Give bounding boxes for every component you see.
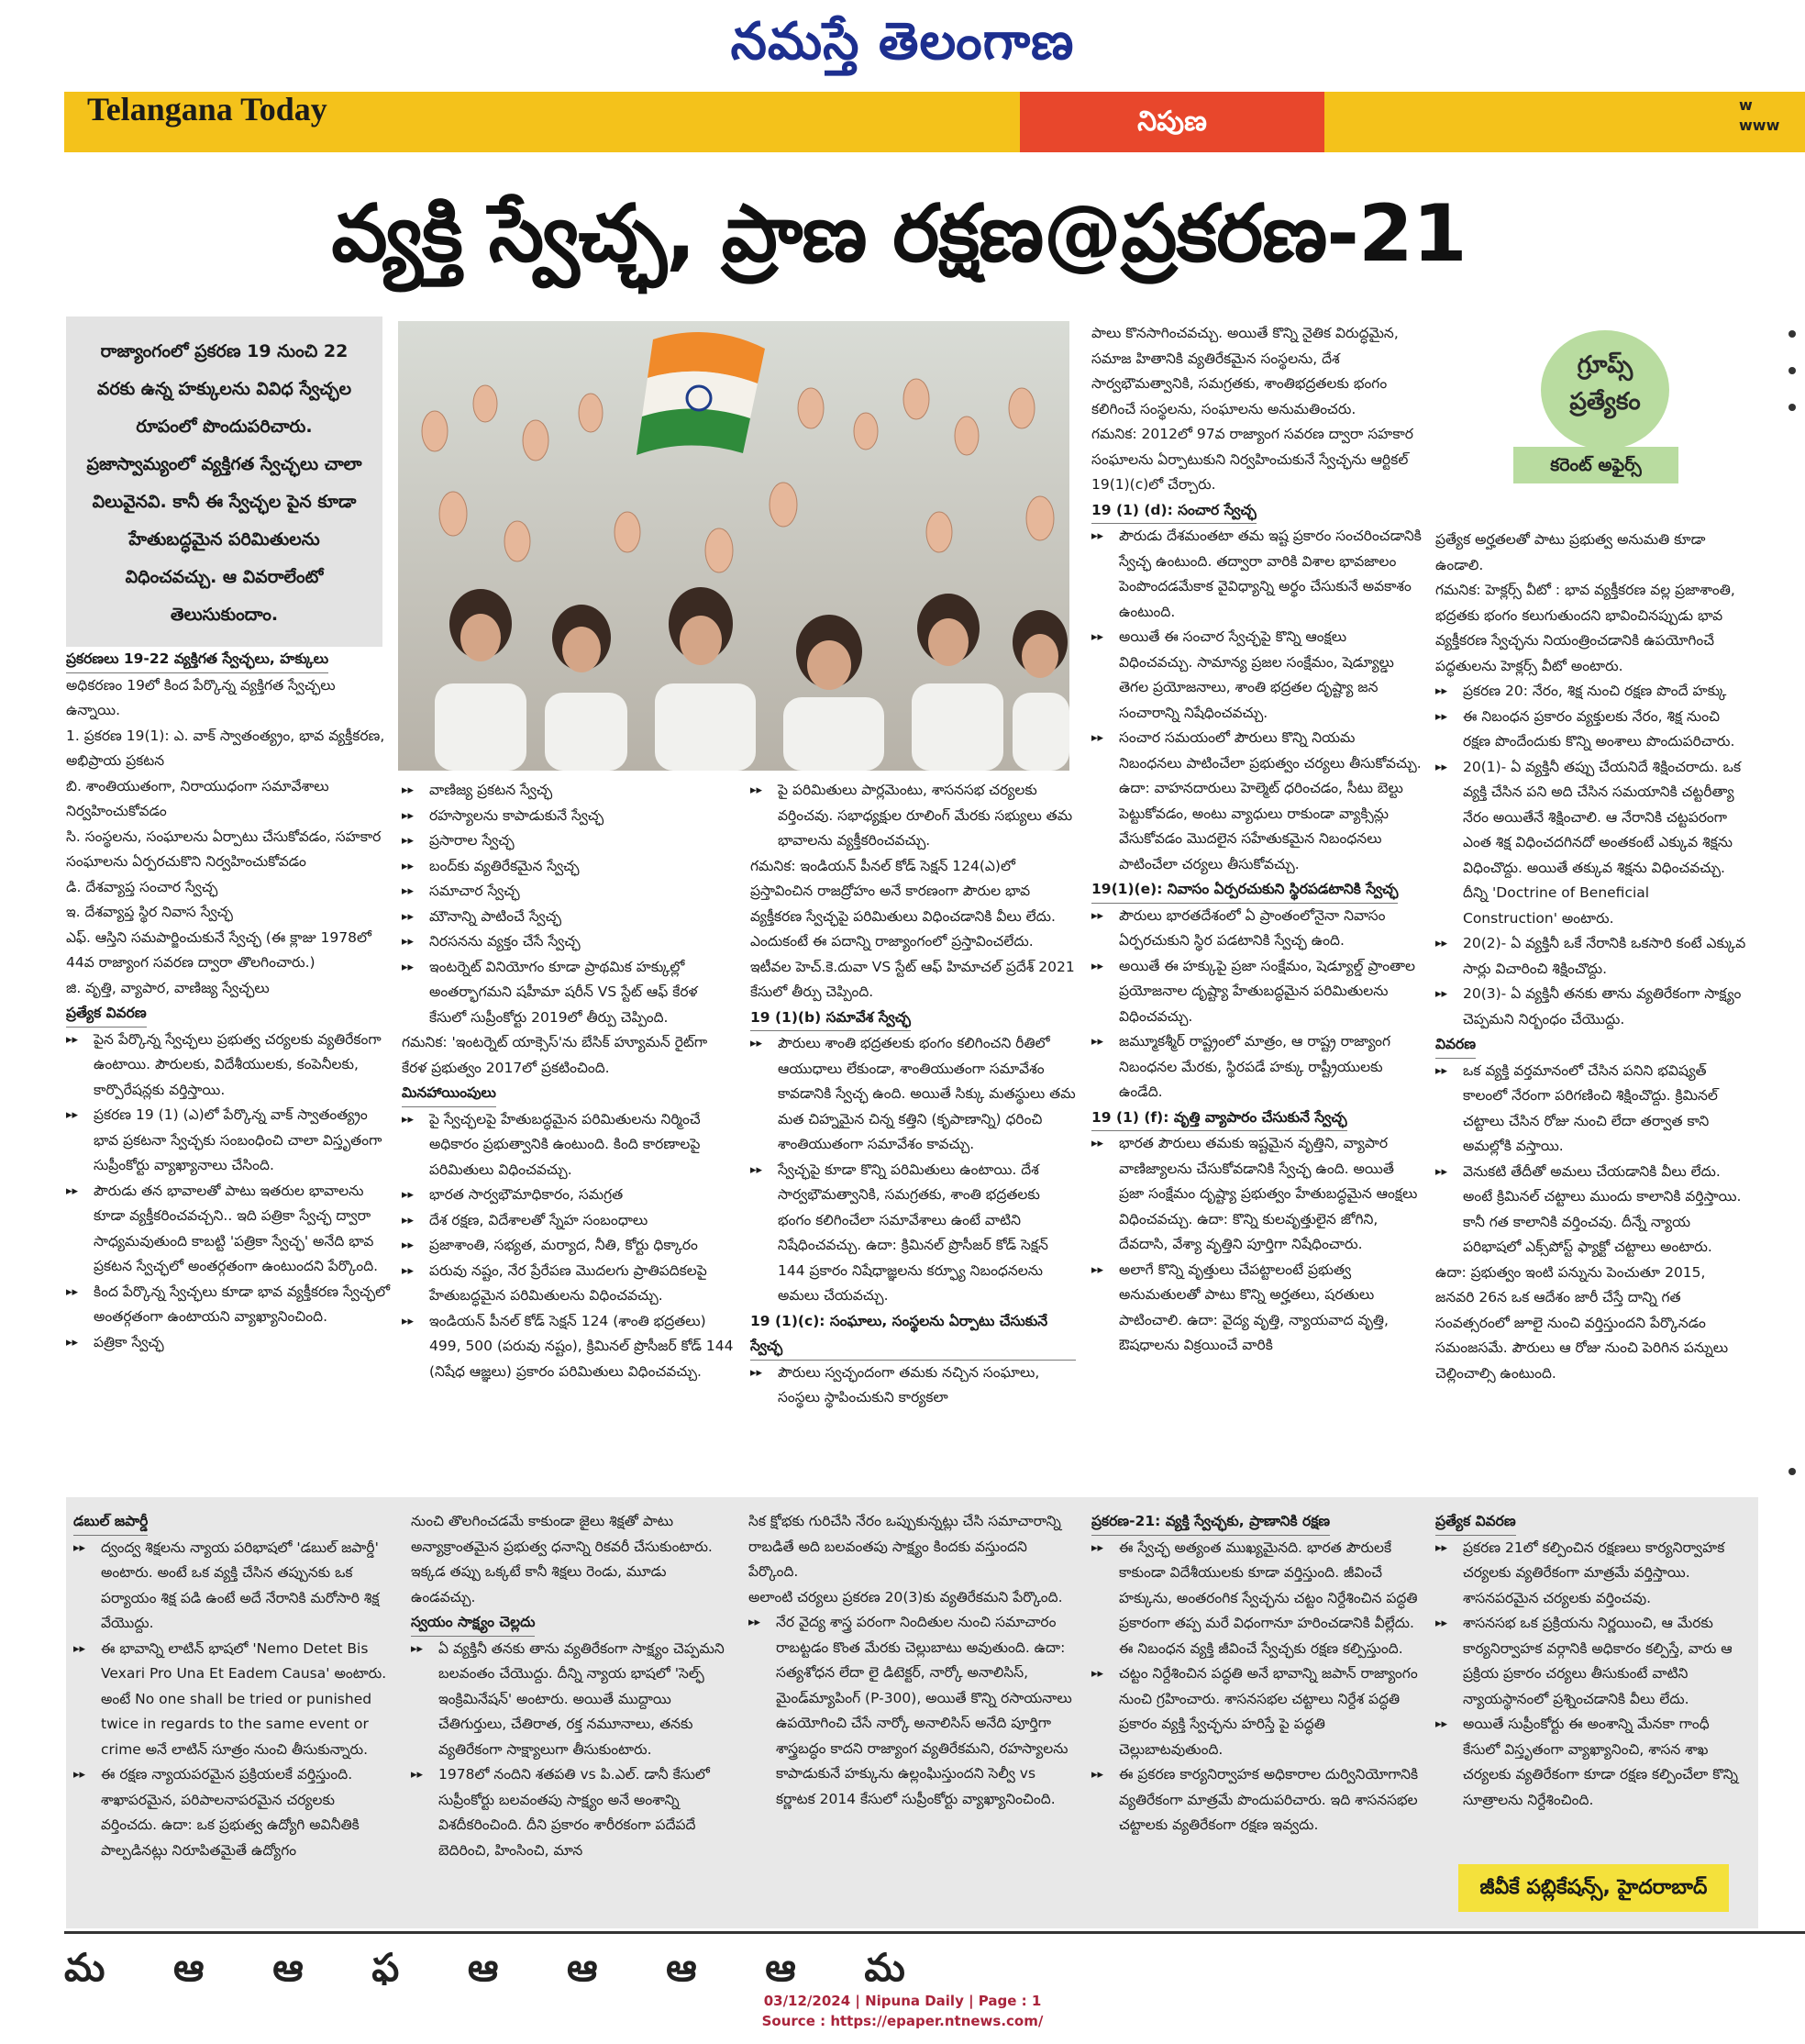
paragraph: గమనిక: ఇండియన్ పీనల్ కోడ్ సెక్షన్ 124(ఎ)లో ప్రస్తావించిన రాజద్రోహం అనే కారణంగా పౌరుల భావ వ్యక్తీకరణ స్వేచ్ఛపై పరిమితులు విధించడానికి వీలు లేదు. ఎందుకంటే ఈ పదాన్ని రాజ్యాంగంలో ప్రస్తావించలేదు. ఇటీవల హెచ్.కె.దువా VS స్టేట్ ఆఫ్ హిమాచల్ ప్రదేశ్ 2021 కేసులో తీర్పు చెప్పింది. — [750, 857, 1075, 1000]
bullet-paragraph: ▸▸ జమ్మూకశ్మీర్ రాష్ట్రంలో మాత్రం, ఆ రాష్ట్ర రాజ్యాంగ నిబంధనల మేరకు, స్థిరపడే హక్కు రాష్ట్రీయులకు ఉండేది. — [1091, 1029, 1422, 1105]
bullet-paragraph: ▸▸ ఈ స్వేచ్ఛ అత్యంత ముఖ్యమైనది. భారత పౌరులకే కాకుండా విదేశీయులకు కూడా వర్తిస్తుంది. జీవించే హక్కును, అంతరంగిక స్వేచ్ఛను చట్టం నిర్దేశించిన పద్ధతి ప్రకారంగా తప్ప మరే విధంగానూ హరించడానికి వీల్లేదు. ఈ నిబంధన వ్యక్తి జీవించే స్వేచ్ఛకు రక్షణ కల్పిస్తుంది. — [1091, 1536, 1422, 1662]
article-column-4 — [1091, 321, 1422, 1495]
bullet-paragraph: ▸▸ పరువు నష్టం, నేర ప్రేరేపణ మొదలగు ప్రాతిపదికలపై హేతుబద్ధమైన పరిమితులను విధించవచ్చు. — [402, 1259, 736, 1309]
banner-web-text-1: w — [1739, 96, 1753, 114]
bullet-paragraph: ▸▸ భారత పౌరులు తమకు ఇష్టమైన వృత్తిని, వ్యాపార వాణిజ్యాలను చేసుకోవడానికి స్వేచ్ఛ ఉంది. అయితే ప్రజా సంక్షేమం దృష్ట్యా ప్రభుత్వం హేతుబద్ధమైన ఆంక్షలు విధించవచ్చు. ఉదా: కొన్ని కులవృత్తులైన జోగిని, దేవదాసి, వేశ్యా వృత్తిని పూర్తిగా నిషేధించారు. — [1091, 1131, 1422, 1258]
paragraph: ఇ. దేశవ్యాప్త స్థిర నివాస స్వేచ్ఛ — [66, 904, 233, 920]
article-column-2 — [402, 778, 736, 1495]
edge-bullet-icon — [1788, 1468, 1796, 1475]
crowd-photo-image — [398, 321, 1069, 771]
edge-bullet-icon — [1788, 330, 1796, 338]
page-rule — [64, 1931, 1805, 1934]
bullet-paragraph: ▸▸ మౌనాన్ని పాటించే స్వేచ్ఛ — [402, 905, 736, 930]
bullet-paragraph: ▸▸ పౌరులు శాంతి భద్రతలకు భంగం కలిగించని రీతిలో ఆయుధాలు లేకుండా, శాంతియుతంగా సమావేశం కావడానికి స్వేచ్ఛ ఉంది. అయితే సిక్కు మతస్థులు తమ మత చిహ్నమైన చిన్న కత్తిని (కృపాణాన్ని) ధరించి శాంతియుతంగా సమావేశం కావచ్చు. — [750, 1031, 1076, 1158]
paragraph: అలాంటి చర్యలు ప్రకరణ 20(3)కు వ్యతిరేకమని పేర్కొంది. — [748, 1588, 1063, 1605]
bullet-paragraph: ▸▸ ఒక వ్యక్తి వర్తమానంలో చేసిన పనిని భవిష్యత్ కాలంలో నేరంగా పరిగణించి శిక్షించొద్దు. క్రిమినల్ చట్టాలు చేసిన రోజు నుంచి లేదా తర్వాత కాని అమల్లోకి వస్తాయి. — [1435, 1059, 1747, 1160]
article-column-5 — [1435, 528, 1747, 1495]
bullet-paragraph: ▸▸ పౌరులు స్వచ్ఛందంగా తమకు నచ్చిన సంఘాలు, సంస్థలు స్థాపించుకుని కార్యకలా — [750, 1361, 1076, 1411]
bullet-paragraph: ▸▸ ఏ వ్యక్తినీ తనకు తాను వ్యతిరేకంగా సాక్ష్యం చెప్పమని బలవంతం చేయొద్దు. దీన్ని న్యాయ భాషలో 'సెల్ఫ్ ఇంక్రిమినేషన్' అంటారు. అయితే ముద్దాయి చేతిగుర్తులు, చేతిరాత, రక్త నమూనాలు, తనకు వ్యతిరేకంగా సాక్ష్యాలుగా తీసుకుంటారు. — [411, 1637, 732, 1763]
bullet-paragraph: ▸▸ ప్రకరణ 19 (1) (ఎ)లో పేర్కొన్న వాక్ స్వాతంత్య్రం భావ ప్రకటనా స్వేచ్ఛకు సంబంధించి చాలా విస్తృతంగా సుప్రీంకోర్టు వ్యాఖ్యానాలు చేసింది. — [66, 1103, 392, 1179]
bullet-paragraph: ▸▸ పై పరిమితులు పార్లమెంటు, శాసనసభ చర్యలకు వర్తించవు. సభాధ్యక్షుల రూలింగ్ మేరకు సభ్యులు తమ భావాలను వ్యక్తీకరించవచ్చు. — [750, 778, 1076, 854]
bottom-column-3 — [748, 1509, 1074, 1927]
bullet-paragraph: ▸▸ అయితే ఈ సంచార స్వేచ్ఛపై కొన్ని ఆంక్షలు విధించవచ్చు. సామాన్య ప్రజల సంక్షేమం, షెడ్యూల్డు తెగల ప్రయోజనాలు, శాంతి భద్రతల దృష్ట్యా జన సంచారాన్ని నిషేధించవచ్చు. — [1091, 625, 1422, 726]
paragraph: డి. దేశవ్యాప్త సంచార స్వేచ్ఛ — [66, 878, 218, 895]
bullet-paragraph: ▸▸ ఈ ప్రకరణ కార్యనిర్వాహక అధికారాల దుర్వినియోగానికి వ్యతిరేకంగా మాత్రమే పొందుపరిచారు. ఇది శాసనసభల చట్టాలకు వ్యతిరేకంగా రక్షణ ఇవ్వదు. — [1091, 1762, 1422, 1838]
bullet-paragraph: ▸▸ పౌరుడు దేశమంతటా తమ ఇష్ట ప్రకారం సంచరించడానికి స్వేచ్ఛ ఉంటుంది. తద్వారా వారికి విశాల భావజాలం పెంపొందడమేకాక వైవిధ్యాన్ని అర్థం చేసుకునే అవకాశం ఉంటుంది. — [1091, 524, 1422, 625]
bullet-paragraph: ▸▸ 1978లో నందిని శతపతి vs పి.ఎల్. డానీ కేసులో సుప్రీంకోర్టు బలవంతపు సాక్ష్యం అనే అంశాన్ని విశదీకరించింది. దీని ప్రకారం శారీరకంగా పదేపదే బెదిరించి, హింసించి, మాన — [411, 1762, 732, 1863]
section-heading: ప్రకరణ-21: వ్యక్తి స్వేచ్ఛకు, ప్రాణానికి రక్షణ — [1091, 1509, 1330, 1536]
paragraph: పాలు కొనసాగించవచ్చు. అయితే కొన్ని నైతిక విరుద్ధమైన, సమాజ హితానికి వ్యతిరేకమైన సంస్థలను, దేశ సార్వభౌమత్వానికి, సమగ్రతకు, శాంతిభద్రతలకు భంగం కలిగించే సంస్థలను, సంఘాలను అనుమతించరు. — [1091, 325, 1399, 417]
section-heading: ప్రత్యేక వివరణ — [1435, 1509, 1516, 1536]
bullet-paragraph: ▸▸ పై స్వేచ్ఛలపై హేతుబద్ధమైన పరిమితులను నిర్మించే అధికారం ప్రభుత్వానికి ఉంటుంది. కింది కారణాలపై పరిమితులు విధించవచ్చు. — [402, 1107, 736, 1183]
bullet-paragraph: ▸▸ ఈ రక్షణ న్యాయపరమైన ప్రక్రియలకే వర్తిస్తుంది. శాఖాపరమైన, పరిపాలనాపరమైన చర్యలకు వర్తించదు. ఉదా: ఒక ప్రభుత్వ ఉద్యోగి అవినీతికి పాల్పడినట్లు నిరూపితమైతే ఉద్యోగం — [73, 1762, 394, 1863]
bullet-paragraph: ▸▸ వెనుకటి తేదీతో అమలు చేయడానికి వీలు లేదు. అంటే క్రిమినల్ చట్టాలు ముందు కాలానికి వర్తిస్తాయి. కానీ గత కాలానికి వర్తించవు. దీన్నే న్యాయ పరిభాషలో ఎక్స్‌పోస్ట్ ఫ్యాక్టో చట్టాలు అంటారు. — [1435, 1160, 1747, 1261]
banner-web-text-2: www — [1739, 117, 1780, 134]
edge-bullet-icon — [1788, 404, 1796, 411]
paragraph: సిక క్షోభకు గురిచేసి నేరం ఒప్పుకున్నట్లు చేసి సమాచారాన్ని రాబడితే అది బలవంతపు సాక్ష్యం కిందకు వస్తుందని పేర్కొంది. — [748, 1513, 1061, 1580]
banner-brand-text: Telangana Today — [87, 91, 327, 128]
india-flag-icon — [637, 332, 765, 455]
paragraph: ప్రత్యేక అర్హతలతో పాటు ప్రభుత్వ అనుమతి కూడా ఉండాలి. — [1435, 531, 1706, 573]
paragraph: సి. సంస్థలను, సంఘాలను ఏర్పాటు చేసుకోవడం, సహకార సంఘాలను ఏర్పరచుకొని నిర్వహించుకోవడం — [66, 828, 382, 870]
paragraph: ఉదా: ప్రభుత్వం ఇంటి పన్నును పెంచుతూ 2015, జనవరి 26న ఒక ఆదేశం జారీ చేస్తే దాన్ని గత సంవత్సరంలో జూలై నుంచి వర్తిస్తుందని పేర్కొనడం సమంజసమే. పౌరులు ఆ రోజు నుంచి పెరిగిన పన్నులు చెల్లించాల్సి ఉంటుంది. — [1435, 1263, 1729, 1382]
edge-bullet-icon — [1788, 367, 1796, 374]
bullet-paragraph: ▸▸ రహస్యాలను కాపాడుకునే స్వేచ్ఛ — [402, 804, 736, 829]
paragraph: గమనిక: హెక్లర్స్ వీటో : భావ వ్యక్తీకరణ వల్ల ప్రజాశాంతి, భద్రతకు భంగం కలుగుతుందని భావించినప్పుడు భావ వ్యక్తీకరణ స్వేచ్ఛను నియంత్రించడానికి ఉపయోగించే పద్ధతులను హెక్లర్స్ వీటో అంటారు. — [1435, 582, 1735, 674]
bullet-paragraph: ▸▸ 20(3)- ఏ వ్యక్తినీ తనకు తాను వ్యతిరేకంగా సాక్ష్యం చెప్పమని నిర్బంధం చేయొద్దు. — [1435, 982, 1747, 1032]
bullet-paragraph: ▸▸ నేర వైద్య శాస్త్ర పరంగా నిందితుల నుంచి సమాచారం రాబట్టడం కొంత మేరకు చెల్లుబాటు అవుతుంది. ఉదా: సత్యశోధన లేదా లై డిటెక్టర్, నార్కో అనాలిసిస్, మైండ్‌మ్యాపింగ్ (P-300), అయితే కొన్ని రసాయనాలు ఉపయోగించి చేసే నార్కో అనాలిసిస్ అనేది పూర్తిగా శాస్త్రబద్ధం కాదని రాజ్యాంగ వ్యతిరేకమని, రహస్యాలను కాపాడుకునే హక్కును ఉల్లంఘిస్తుందని సెల్వీ vs కర్ణాటక 2014 కేసులో సుప్రీంకోర్టు వ్యాఖ్యానించింది. — [748, 1610, 1074, 1812]
bullet-paragraph: ▸▸ నిరసనను వ్యక్తం చేసే స్వేచ్ఛ — [402, 929, 736, 955]
paragraph: గమనిక: 'ఇంటర్నెట్ యాక్సెస్'ను బేసిక్ హ్యూమన్ రైట్‌గా కేరళ ప్రభుత్వం 2017లో ప్రకటించింది. — [402, 1034, 708, 1076]
section-heading: ప్రకరణలు 19-22 వ్యక్తిగత స్వేచ్ఛలు, హక్కులు — [66, 647, 328, 673]
article-headline: వ్యక్తి స్వేచ్ఛ, ప్రాణ రక్షణ@ప్రకరణ-21 — [331, 188, 1467, 280]
bottom-column-1 — [73, 1509, 394, 1927]
bullet-paragraph: ▸▸ ఇంటర్నెట్ వినియోగం కూడా ప్రాథమిక హక్కుల్లో అంతర్భాగమని షహీమా షరీన్ VS స్టేట్ ఆఫ్ కేరళ కేసులో సుప్రీంకోర్టు 2019లో తీర్పు చెప్పింది. — [402, 955, 736, 1031]
bullet-paragraph: ▸▸ 20(2)- ఏ వ్యక్తినీ ఒకే నేరానికి ఒకసారి కంటే ఎక్కువ సార్లు విచారించి శిక్షించొద్దు. — [1435, 931, 1747, 982]
bullet-paragraph: ▸▸ 20(1)- ఏ వ్యక్తినీ తప్పు చేయనిదే శిక్షించరాదు. ఒక వ్యక్తి చేసిన పని అది చేసిన సమయానికి చట్టరీత్యా నేరం అయితేనే శిక్షించాలి. ఆ నేరానికి చట్టపరంగా ఎంత శిక్ష విధించదగినదో అంతకంటే ఎక్కువ శిక్షను విధించొద్దు. అయితే తక్కువ శిక్షను విధించవచ్చు. దీన్ని 'Doctrine of Beneficial Construction' అంటారు. — [1435, 755, 1747, 932]
bullet-paragraph: ▸▸ చట్టం నిర్దేశించిన పద్ధతి అనే భావాన్ని జపాన్ రాజ్యాంగం నుంచి గ్రహించారు. శాసనసభల చట్టాలు నిర్దేశ పద్ధతి ప్రకారం వ్యక్తి స్వేచ్ఛను హరిస్తే పై పద్ధతి చెల్లుబాటవుతుంది. — [1091, 1661, 1422, 1762]
bullet-paragraph: ▸▸ స్వేచ్ఛపై కూడా కొన్ని పరిమితులు ఉంటాయి. దేశ సార్వభౌమత్వానికి, సమగ్రతకు, శాంతి భద్రతలకు భంగం కలిగించేలా సమావేశాలు ఉంటే వాటిని నిషేధించవచ్చు. ఉదా: క్రిమినల్ ప్రొసీజర్ కోడ్ సెక్షన్ 144 ప్రకారం నిషేధాజ్ఞలను కర్ఫ్యూ నిబంధనలను అమలు చేయవచ్చు. — [750, 1158, 1076, 1309]
bullet-paragraph: ▸▸ బంద్‌కు వ్యతిరేకమైన స్వేచ్ఛ — [402, 854, 736, 880]
banner-web-text — [1739, 95, 1779, 136]
bullet-paragraph: ▸▸ సంచార సమయంలో పౌరులు కొన్ని నియమ నిబంధనలు పాటించేలా ప్రభుత్వం చర్యలు తీసుకోవచ్చు. ఉదా: వాహనదారులు హెల్మెట్ ధరించడం, సీటు బెల్టు పెట్టుకోవడం, అంటు వ్యాధులు రాకుండా వ్యాక్సిన్లు వేసుకోవడం మొదలైన సహేతుకమైన నిబంధనలు పాటించేలా చర్యలు తీసుకోవచ్చు. — [1091, 726, 1422, 877]
paragraph: గమనిక: 2012లో 97వ రాజ్యాంగ సవరణ ద్వారా సహకార సంఘాలను ఏర్పాటుకుని నిర్వహించుకునే స్వేచ్ఛను ఆర్టికల్ 19(1)(c)లో చేర్చారు. — [1091, 426, 1413, 493]
paragraph: అధికరణం 19లో కింద పేర్కొన్న వ్యక్తిగత స్వేచ్ఛలు ఉన్నాయి. — [66, 676, 336, 718]
banner-section-logo: నిపుణ — [1020, 92, 1324, 152]
paragraph: 1. ప్రకరణ 19(1): ఎ. వాక్ స్వాతంత్య్రం, భావ వ్యక్తీకరణ, అభిప్రాయ ప్రకటన — [66, 727, 385, 769]
bullet-paragraph: ▸▸ ప్రకరణ 21లో కల్పించిన రక్షణలు కార్యనిర్వాహక చర్యలకు వ్యతిరేకంగా మాత్రమే వర్తిస్తాయి. శాసనపరమైన చర్యలకు వర్తించవు. — [1435, 1536, 1747, 1612]
section-heading: స్వయం సాక్ష్యం చెల్లదు — [411, 1610, 535, 1637]
crowd-photo — [398, 321, 1069, 771]
bullet-paragraph: ▸▸ దేశ రక్షణ, విదేశాలతో స్నేహ సంబంధాలు — [402, 1208, 736, 1234]
bullet-paragraph: ▸▸ అయితే ఈ హక్కుపై ప్రజా సంక్షేమం, షెడ్యూల్డ్ ప్రాంతాల ప్రయోజనాల దృష్ట్యా హేతుబద్ధమైన పరిమితులను విధించవచ్చు. — [1091, 954, 1422, 1030]
section-heading: మినహాయింపులు — [402, 1081, 496, 1107]
paragraph: ఎఫ్. ఆస్తిని సమపార్జించుకునే స్వేచ్ఛ (ఈ క్లాజు 1978లో 44వ రాజ్యాంగ సవరణ ద్వారా తొలగించారు.) — [66, 928, 371, 971]
next-article-cut-headline: మ ఆ ఆ ఫ ఆ ఆ ఆ ఆ మ — [64, 1945, 933, 1985]
bottom-column-5 — [1435, 1509, 1747, 1858]
paragraph: నుంచి తొలగించడమే కాకుండా జైలు శిక్షతో పాటు అన్యాక్రాంతమైన ప్రభుత్వ ధనాన్ని రికవరీ చేసుకుంటారు. ఇక్కడ తప్పు ఒక్కటే కానీ శిక్షలు రెండు, మూడు ఉండవచ్చు. — [411, 1513, 713, 1605]
bullet-paragraph: ▸▸ శాసనసభ ఒక ప్రక్రియను నిర్ణయించి, ఆ మేరకు కార్యనిర్వాహక వర్గానికి అధికారం కల్పిస్తే, వారు ఆ ప్రక్రియ ప్రకారం చర్యలు తీసుకుంటే వాటిని న్యాయస్థానంలో ప్రశ్నించడానికి వీలు లేదు. — [1435, 1611, 1747, 1712]
bullet-paragraph: ▸▸ ఈ నిబంధన ప్రకారం వ్యక్తులకు నేరం, శిక్ష నుంచి రక్షణ పొందేందుకు కొన్ని అంశాలు పొందుపరిచారు. — [1435, 705, 1747, 755]
bullet-paragraph: ▸▸ పౌరులు భారతదేశంలో ఏ ప్రాంతంలోనైనా నివాసం ఏర్పరచుకుని స్థిర పడటానికి స్వేచ్ఛ ఉంది. — [1091, 904, 1422, 954]
masthead — [0, 0, 1805, 87]
bullet-paragraph: ▸▸ భారత సార్వభౌమాధికారం, సమగ్రత — [402, 1183, 736, 1208]
section-heading: వివరణ — [1435, 1032, 1476, 1059]
paragraph: జి. వృత్తి, వ్యాపార, వాణిజ్య స్వేచ్ఛలు — [66, 979, 270, 996]
bullet-paragraph: ▸▸ ఇండియన్ పీనల్ కోడ్ సెక్షన్ 124 (శాంతి భద్రతలు) 499, 500 (పరువు నష్టం), క్రిమినల్ ప్రొసీజర్ కోడ్ 144 (నిషేధ ఆజ్ఞలు) ప్రకారం పరిమితులు విధించవచ్చు. — [402, 1309, 736, 1385]
bullet-paragraph: ▸▸ కింద పేర్కొన్న స్వేచ్ఛలు కూడా భావ వ్యక్తీకరణ స్వేచ్ఛలో అంతర్గతంగా ఉంటాయని వ్యాఖ్యానించింది. — [66, 1280, 392, 1330]
bullet-paragraph: ▸▸ వాణిజ్య ప్రకటన స్వేచ్ఛ — [402, 778, 736, 804]
section-heading: 19 (1) (d): సంచార స్వేచ్ఛ — [1091, 498, 1257, 525]
newspaper-title: నమస్తే తెలంగాణ — [730, 11, 1075, 72]
bullet-paragraph: ▸▸ పౌరుడు తన భావాలతో పాటు ఇతరుల భావాలను కూడా వ్యక్తీకరించవచ్చని.. ఇది పత్రికా స్వేచ్ఛ ద్వారా సాధ్యమవుతుంది కాబట్టి 'పత్రికా స్వేచ్ఛ' అనేది భావ ప్రకటన స్వేచ్ఛలో అంతర్గతంగా ఉంటుందని పేర్కొంది. — [66, 1179, 392, 1280]
section-heading: 19 (1)(c): సంఘాలు, సంస్థలను ఏర్పాటు చేసుకునే స్వేచ్ఛ — [750, 1309, 1076, 1361]
article-column-1 — [66, 647, 392, 1495]
bullet-paragraph: ▸▸ ప్రసారాల స్వేచ్ఛ — [402, 828, 736, 854]
current-affairs-label: కరెంట్ అఫైర్స్ — [1513, 447, 1678, 483]
bottom-column-2 — [411, 1509, 732, 1927]
bullet-paragraph: ▸▸ ఈ భావాన్ని లాటిన్ భాషలో 'Nemo Detet Bis Vexari Pro Una Et Eadem Causa' అంటారు. అంటే No one shall be tried or punished twice in regards to the same event or crime అనే లాటిన్ సూత్రం నుంచి తీసుకున్నారు. — [73, 1637, 394, 1763]
bottom-column-4 — [1091, 1509, 1422, 1927]
section-heading: 19 (1) (f): వృత్తి వ్యాపారం చేసుకునే స్వేచ్ఛ — [1091, 1105, 1347, 1132]
bullet-paragraph: ▸▸ అయితే సుప్రీంకోర్టు ఈ అంశాన్ని మేనకా గాంధీ కేసులో విస్తృతంగా వ్యాఖ్యానించి, శాసన శాఖ చర్యలకు వ్యతిరేకంగా కూడా రక్షణ కల్పించేలా కొన్ని సూత్రాలను నిర్దేశించింది. — [1435, 1712, 1747, 1813]
bullet-paragraph: ▸▸ పైన పేర్కొన్న స్వేచ్ఛలు ప్రభుత్వ చర్యలకు వ్యతిరేకంగా ఉంటాయి. పౌరులకు, విదేశీయులకు, కంపెనీలకు, కార్పొరేషన్లకు వర్తిస్తాయి. — [66, 1028, 392, 1104]
bullet-paragraph: ▸▸ పత్రికా స్వేచ్ఛ — [66, 1330, 392, 1356]
article-column-3 — [750, 778, 1076, 1495]
publisher-credit: జీవీకే పబ్లికేషన్స్, హైదరాబాద్ — [1458, 1864, 1729, 1912]
paragraph: బి. శాంతియుతంగా, నిరాయుధంగా సమావేశాలు నిర్వహించుకోవడం — [66, 777, 329, 819]
bullet-paragraph: ▸▸ ప్రజాశాంతి, సభ్యత, మర్యాద, నీతి, కోర్టు ధిక్కారం — [402, 1233, 736, 1259]
section-heading: 19(1)(e): నివాసం ఏర్పరచుకుని స్థిరపడటానికి స్వేచ్ఛ — [1091, 877, 1398, 904]
section-heading: 19 (1)(b) సమావేశ స్వేచ్ఛ — [750, 1005, 911, 1032]
footer-source-line: Source : https://epaper.ntnews.com/ — [761, 2013, 1044, 2029]
groups-special-badge: గ్రూప్స్ ప్రత్యేకం — [1541, 330, 1669, 450]
bullet-paragraph: ▸▸ అలాగే కొన్ని వృత్తులు చేపట్టాలంటే ప్రభుత్వ అనుమతులతో పాటు కొన్ని అర్హతలు, షరతులు పాటించాలి. ఉదా: వైద్య వృత్తి, న్యాయవాద వృత్తి, ఔషధాలను విక్రయించే వారికి — [1091, 1258, 1422, 1359]
intro-box: రాజ్యాంగంలో ప్రకరణ 19 నుంచి 22 వరకు ఉన్న హక్కులను వివిధ స్వేచ్ఛల రూపంలో పొందుపరిచారు. ప్రజాస్వామ్యంలో వ్యక్తిగత స్వేచ్ఛలు చాలా విలువైనవి. కానీ ఈ స్వేచ్ఛల పైన కూడా హేతుబద్ధమైన పరిమితులను విధించవచ్చు. ఆ వివరాలేంటో తెలుసుకుందాం. — [66, 317, 382, 647]
footer-date-line: 03/12/2024 | Nipuna Daily | Page : 1 — [763, 1993, 1042, 2009]
bullet-paragraph: ▸▸ ద్వంద్వ శిక్షలను న్యాయ పరిభాషలో 'డబుల్ జపార్డీ' అంటారు. అంటే ఒక వ్యక్తి చేసిన తప్పునకు ఒక పర్యాయం శిక్ష పడి ఉంటే అదే నేరానికి మరోసారి శిక్ష వేయొద్దు. — [73, 1536, 394, 1637]
bullet-paragraph: ▸▸ ప్రకరణ 20: నేరం, శిక్ష నుంచి రక్షణ పొందే హక్కు — [1435, 679, 1747, 705]
bullet-paragraph: ▸▸ సమాచార స్వేచ్ఛ — [402, 879, 736, 905]
section-heading: డబుల్ జపార్డీ — [73, 1509, 148, 1536]
section-heading: ప్రత్యేక వివరణ — [66, 1001, 147, 1028]
